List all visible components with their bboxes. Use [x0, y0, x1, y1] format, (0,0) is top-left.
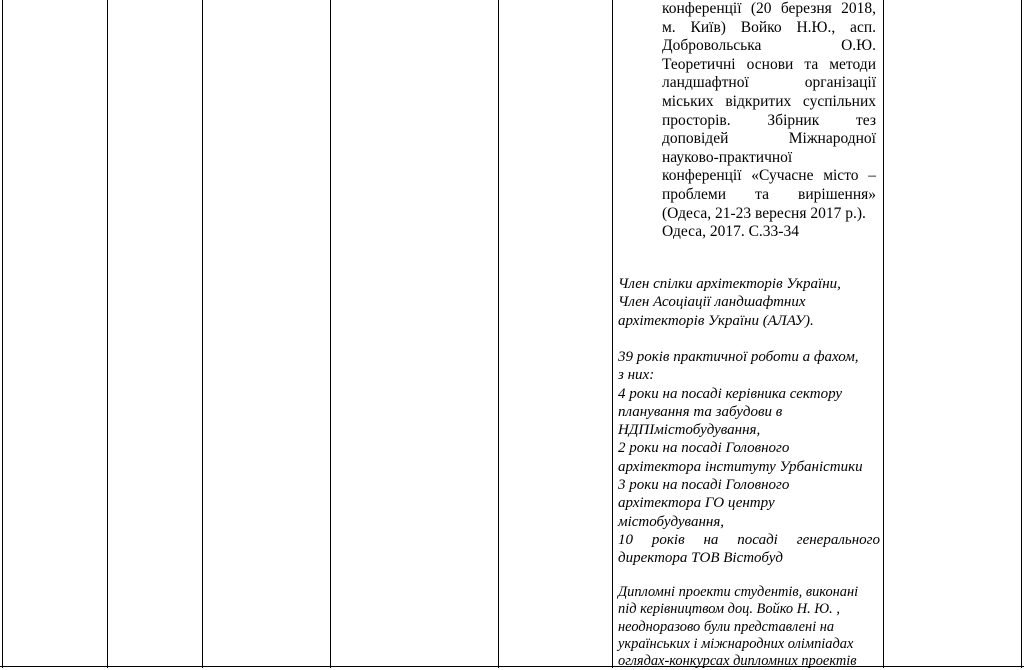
membership-line: Член Асоціації ландшафтних	[618, 294, 806, 311]
publication-line: конференції (20 березня 2018,	[662, 0, 876, 17]
experience-line: з них:	[618, 367, 655, 384]
diploma-projects	[618, 584, 880, 670]
experience-line: НДПІмістобудування,	[618, 422, 761, 439]
experience-line: архітектора інституту Урбаністики	[618, 458, 863, 475]
experience-line: архітектора ГО центру	[618, 495, 775, 512]
experience-line: директора ТОВ Вістобуд	[618, 550, 783, 567]
publication-line: ландшафтної організації	[662, 74, 876, 92]
column-border-6	[612, 0, 613, 668]
experience-line: 3 роки на посаді Головного	[618, 477, 790, 494]
publication-line: проблеми та вирішення»	[662, 185, 876, 203]
membership-line: Член спілки архітекторів України,	[618, 276, 841, 292]
membership-line: архітекторів України (АЛАУ).	[618, 312, 814, 329]
publication-line: доповідей Міжнародної	[662, 130, 876, 148]
experience-line: 39 років практичної роботи а фахом,	[618, 349, 859, 365]
publication-line: Теоретичні основи та методи	[662, 55, 876, 73]
publication-line: науково-практичної	[662, 148, 793, 166]
publication-line: Добровольська О.Ю.	[662, 37, 876, 55]
experience-line: планування та забудови в	[618, 403, 783, 420]
diploma-line: Дипломні проекти студентів, виконані	[618, 584, 859, 600]
experience-line: 10 років на посаді генерального	[618, 531, 880, 548]
column-border-2	[107, 0, 108, 668]
diploma-line: під керівництвом доц. Войко Н. Ю. ,	[618, 601, 840, 618]
column-border-3	[202, 0, 203, 668]
column-border-5	[498, 0, 499, 668]
diploma-line: неодноразово були представлені на	[618, 618, 835, 635]
experience-line: містобудування,	[618, 513, 725, 530]
column-border-1	[2, 0, 3, 668]
column-border-7	[883, 0, 884, 668]
publication-line: (Одеса, 21-23 вересня 2017 р.).	[662, 204, 866, 222]
publication-citation	[662, 0, 876, 242]
publication-line: міських відкритих суспільних	[662, 92, 876, 110]
diploma-line: українських і міжнародних олімпіадах	[618, 635, 854, 652]
publication-line: конференції «Сучасне місто –	[662, 167, 876, 185]
column-border-4	[330, 0, 331, 668]
publication-line: м. Київ) Войко Н.Ю., асп.	[662, 18, 876, 36]
publication-line: Одеса, 2017. С.33-34	[662, 223, 799, 241]
diploma-line: оглядах-конкурсах дипломних проектів	[618, 653, 857, 670]
experience-line: 2 роки на посаді Головного	[618, 440, 790, 457]
work-experience	[618, 348, 880, 568]
publication-line: просторів. Збірник тез	[662, 111, 876, 129]
experience-line: 4 роки на посаді керівника сектору	[618, 385, 843, 402]
column-border-8	[1021, 0, 1022, 668]
membership-info	[618, 275, 880, 330]
